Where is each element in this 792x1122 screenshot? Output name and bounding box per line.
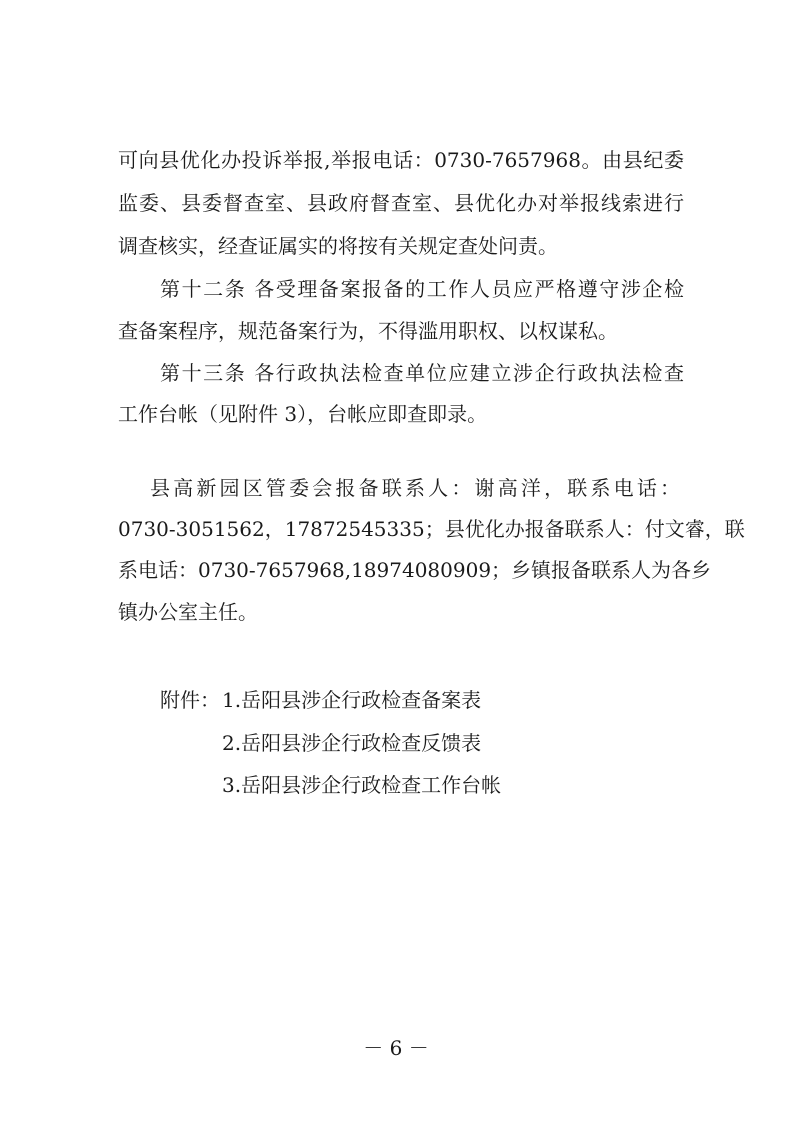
attachments-label: 附件： bbox=[160, 688, 220, 712]
complaint-line-3: 调查核实，经查证属实的将按有关规定查处问责。 bbox=[118, 234, 558, 258]
attachment-item-2: 2.岳阳县涉企行政检查反馈表 bbox=[222, 731, 482, 755]
article-12-line-1: 第十二条 各受理备案报备的工作人员应严格遵守涉企检 bbox=[160, 277, 684, 301]
contacts-line-4: 镇办公室主任。 bbox=[118, 600, 258, 624]
article-13-line-2: 工作台帐（见附件 3），台帐应即查即录。 bbox=[118, 402, 488, 426]
attachment-item-3: 3.岳阳县涉企行政检查工作台帐 bbox=[222, 773, 502, 797]
page-number: － 6 － bbox=[363, 1036, 429, 1060]
article-12-line-2: 查备案程序，规范备案行为，不得滥用职权、以权谋私。 bbox=[118, 319, 618, 343]
contacts-line-1: 县高新园区管委会报备联系人：谢高洋，联系电话： bbox=[150, 476, 680, 500]
contacts-line-2: 0730-3051562，17872545335；县优化办报备联系人：付文睿，联 bbox=[118, 517, 745, 541]
article-13-line-1: 第十三条 各行政执法检查单位应建立涉企行政执法检查 bbox=[160, 361, 684, 385]
complaint-line-2: 监委、县委督查室、县政府督查室、县优化办对举报线索进行 bbox=[118, 191, 684, 215]
attachment-item-1: 1.岳阳县涉企行政检查备案表 bbox=[222, 688, 482, 712]
complaint-line-1: 可向县优化办投诉举报,举报电话：0730-7657968。由县纪委 bbox=[118, 148, 684, 172]
contacts-line-3: 系电话：0730-7657968,18974080909；乡镇报备联系人为各乡 bbox=[118, 558, 712, 582]
